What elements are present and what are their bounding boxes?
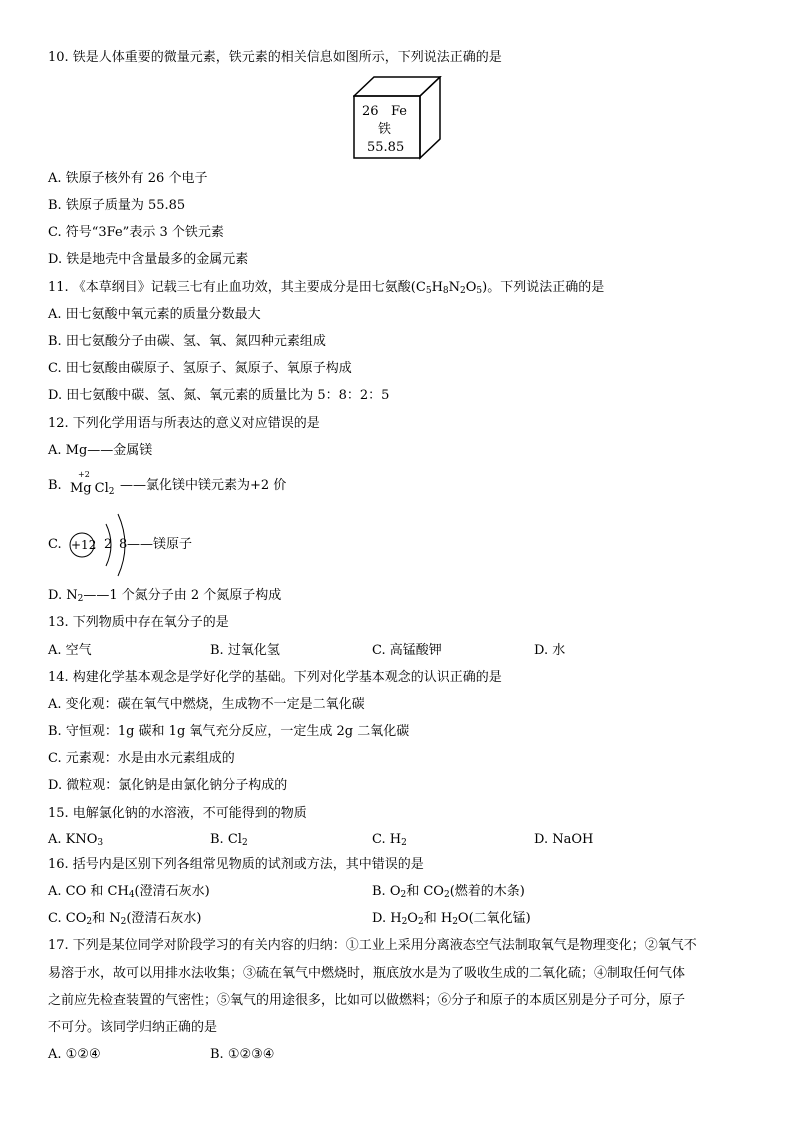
q14-option-c: C. 元素观：水是由水元素组成的 <box>48 751 235 766</box>
valence-mark: +2 <box>78 470 90 479</box>
q12-option-d: D. $N_2——1$ 个氮分子由 2 个氮原子构成 <box>48 588 282 604</box>
q15-option-d: D. NaOH <box>534 832 594 847</box>
q13-option-a: A. 空气 <box>48 643 92 658</box>
card-name: 铁 <box>378 122 392 137</box>
q15-stem: 15. 电解氯化钠的水溶液，不可能得到的物质 <box>48 806 307 821</box>
q12-option-c-text: ——镁原子 <box>127 537 193 552</box>
q17-option-b: B. ①②③④ <box>210 1047 275 1062</box>
q17-line-3: 之前应先检查装置的气密性；⑤氧气的用途很多，比如可以做燃料；⑥分子和原子的本质区别是分子可分，原子 <box>48 993 686 1008</box>
q16-option-d: D. $H_2O_2$和 $H_2O$(二氧化锰) <box>372 911 531 927</box>
q17-option-a: A. ①②④ <box>48 1047 101 1062</box>
q16-stem: 16. 括号内是区别下列各组常见物质的试剂或方法，其中错误的是 <box>48 857 424 872</box>
q13-stem: 13. 下列物质中存在氧分子的是 <box>48 615 229 630</box>
q10-option-a: A. 铁原子核外有 26 个电子 <box>48 171 208 186</box>
q14-option-d: D. 微粒观：氯化钠是由氯化钠分子构成的 <box>48 778 288 793</box>
q12-option-a: A. Mg——金属镁 <box>48 443 153 458</box>
card-atomic-number: 26 <box>362 104 379 119</box>
q10-option-c: C. 符号“3Fe”表示 3 个铁元素 <box>48 225 224 240</box>
q13-option-d: D. 水 <box>534 643 566 658</box>
q15-option-a: A. $KNO_3$ <box>48 832 104 848</box>
q15-option-b: B. $Cl_2$ <box>210 832 248 848</box>
q12-formula: Mg $Cl_2$ <box>70 481 115 497</box>
q16-option-a: A. CO 和 $CH_4$(澄清石灰水) <box>48 884 210 900</box>
q10-option-d: D. 铁是地壳中含量最多的金属元素 <box>48 252 249 267</box>
q14-option-b: B. 守恒观：1g 碳和 1g 氧气充分反应，一定生成 2g 二氧化碳 <box>48 724 410 739</box>
shell-electrons-1: 2 <box>104 537 113 552</box>
q11-option-d: D. 田七氨酸中碳、氢、氮、氧元素的质量比为 5：8：2：5 <box>48 388 390 403</box>
q14-option-a: A. 变化观：碳在氧气中燃烧，生成物不一定是二氧化碳 <box>48 697 365 712</box>
q11-stem: 11. 《本草纲目》记载三七有止血功效，其主要成分是田七氨酸$(C_5H_8N_2O_5)$。下列说法正确的是 <box>48 280 605 296</box>
q12-option-c-label: C. <box>48 537 62 552</box>
card-mass: 55.85 <box>367 140 405 155</box>
q11-option-c: C. 田七氨酸由碳原子、氢原子、氮原子、氧原子构成 <box>48 361 352 376</box>
q16-option-b: B. $O_2$和 $CO_2$(燃着的木条) <box>372 884 525 900</box>
q17-line-4: 不可分。该同学归纳正确的是 <box>48 1020 218 1035</box>
q12-option-b-label: B. <box>48 478 62 493</box>
q13-option-b: B. 过氧化氢 <box>210 643 280 658</box>
q12-stem: 12. 下列化学用语与所表达的意义对应错误的是 <box>48 416 320 431</box>
q11-option-a: A. 田七氨酸中氧元素的质量分数最大 <box>48 307 261 322</box>
nucleus-charge: +12 <box>71 538 97 552</box>
q13-option-c: C. 高锰酸钾 <box>372 643 442 658</box>
q14-stem: 14. 构建化学基本观念是学好化学的基础。下列对化学基本观念的认识正确的是 <box>48 670 502 685</box>
q11-option-b: B. 田七氨酸分子由碳、氢、氧、氮四种元素组成 <box>48 334 326 349</box>
shell-electrons-2: 8 <box>119 537 128 552</box>
q10-stem: 10. 铁是人体重要的微量元素，铁元素的相关信息如图所示，下列说法正确的是 <box>48 50 502 65</box>
q17-line-1: 17. 下列是某位同学对阶段学习的有关内容的归纳：①工业上采用分离液态空气法制取氧气是物理变化；②氧气不 <box>48 938 697 953</box>
q17-line-2: 易溶于水，故可以用排水法收集；③硫在氧气中燃烧时，瓶底放水是为了吸收生成的二氧化硫；④制取任何气体 <box>48 966 686 981</box>
card-symbol: Fe <box>391 104 408 119</box>
q12-option-b-text: ——氯化镁中镁元素为+2 价 <box>120 478 287 493</box>
q15-option-c: C. $H_2$ <box>372 832 407 848</box>
q10-option-b: B. 铁原子质量为 55.85 <box>48 198 186 213</box>
q16-option-c: C. $CO_2$和 $N_2$(澄清石灰水) <box>48 911 202 927</box>
